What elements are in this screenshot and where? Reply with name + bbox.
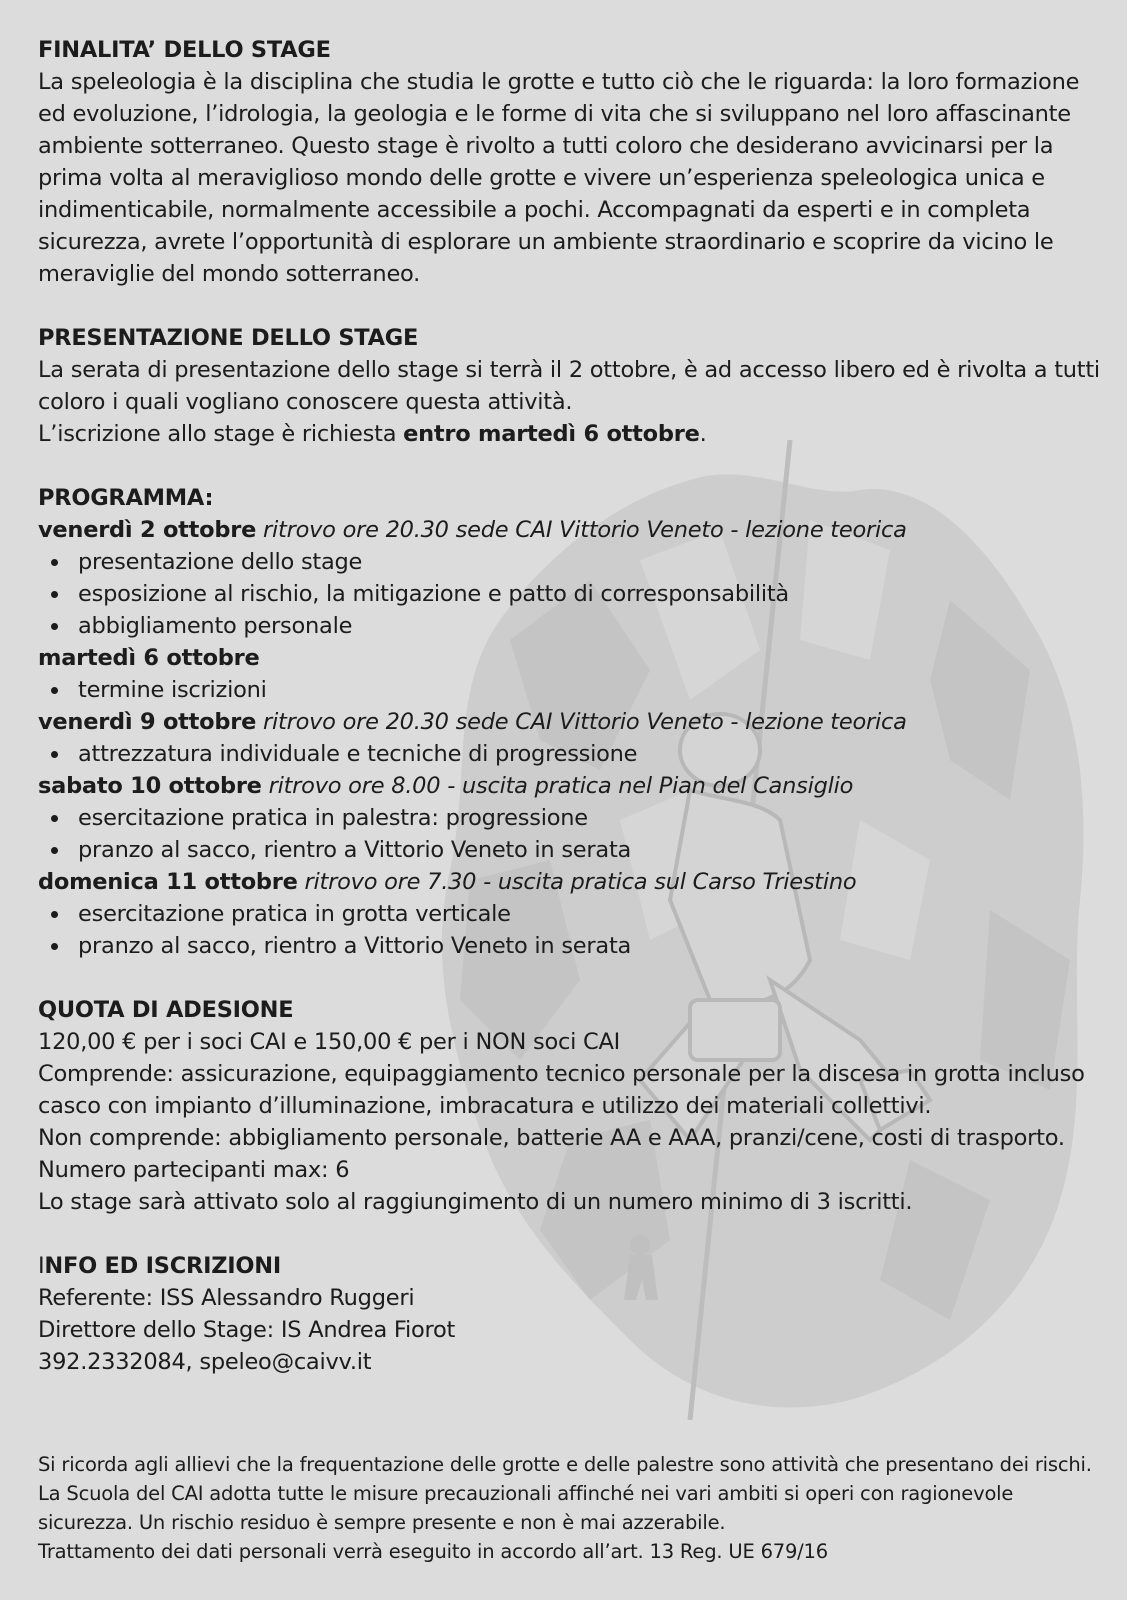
program-list-item: esercitazione pratica in palestra: progressione <box>38 802 1108 834</box>
program-day-date: sabato 10 ottobre <box>38 773 262 799</box>
program-day-list <box>38 674 1108 706</box>
program-list-item: abbigliamento personale <box>38 610 1108 642</box>
quota-includes: Comprende: assicurazione, equipaggiamento tecnico personale per la discesa in grotta incluso casco con impianto d’illuminazione, imbracatura e utilizzo dei materiali collettivi. <box>38 1061 1085 1119</box>
program-list-item: esercitazione pratica in grotta verticale <box>38 898 1108 930</box>
disclaimer-text: Si ricorda agli allievi che la frequentazione delle grotte e delle palestre sono attività che presentano dei rischi. La Scuola del CAI adotta tutte le misure precauzionali affinché nei vari ambiti si operi con ragionevole sicurezza. Un rischio residuo è sempre presente e non è mai azzerabile. <box>38 1453 1092 1534</box>
program-day-detail: ritrovo ore 7.30 - uscita pratica sul Carso Triestino <box>297 869 857 895</box>
section-finalita <box>38 34 1108 290</box>
program-day-list <box>38 898 1108 962</box>
finalita-text: La speleologia è la disciplina che studia le grotte e tutto ciò che le riguarda: la loro formazione ed evoluzione, l’idrologia, la geologia e le forme di vita che si sviluppano nel loro affascinante ambiente sotterraneo. Questo stage è rivolto a tutti coloro che desiderano avvicinarsi per la prima volta al meraviglioso mondo delle grotte e vivere un’esperienza speleologica unica e indimenticabile, normalmente accessibile a pochi. Accompagnati da esperti e in completa sicurezza, avrete l’opportunità di esplorare un ambiente straordinario e scoprire da vicino le meraviglie del mondo sotterraneo. <box>38 69 1080 287</box>
info-contacts: 392.2332084, speleo@caivv.it <box>38 1349 372 1375</box>
program-list-item: pranzo al sacco, rientro a Vittorio Veneto in serata <box>38 930 1108 962</box>
iscrizione-deadline <box>38 418 1108 450</box>
program-list-item: attrezzatura individuale e tecniche di progressione <box>38 738 1108 770</box>
quota-excludes: Non comprende: abbigliamento personale, batterie AA e AAA, pranzi/cene, costi di trasporto. <box>38 1125 1065 1151</box>
quota-max-participants: Numero partecipanti max: 6 <box>38 1157 350 1183</box>
program-day-detail: ritrovo ore 20.30 sede CAI Vittorio Veneto - lezione teorica <box>256 709 907 735</box>
program-day-list <box>38 738 1108 770</box>
program-day <box>38 706 1108 738</box>
iscrizione-text: L’iscrizione allo stage è richiesta <box>38 421 404 447</box>
program-day-list <box>38 802 1108 866</box>
section-heading-presentazione: PRESENTAZIONE DELLO STAGE <box>38 325 419 351</box>
program-list-item: esposizione al rischio, la mitigazione e patto di corresponsabilità <box>38 578 1108 610</box>
program-day-list <box>38 546 1108 642</box>
section-programma <box>38 482 1108 962</box>
program-day-detail: ritrovo ore 8.00 - uscita pratica nel Pian del Cansiglio <box>261 773 854 799</box>
info-direttore: Direttore dello Stage: IS Andrea Fiorot <box>38 1317 456 1343</box>
section-info <box>38 1250 1108 1378</box>
info-heading-initial: I <box>38 1253 45 1279</box>
program-day-date: venerdì 9 ottobre <box>38 709 257 735</box>
info-referente: Referente: ISS Alessandro Ruggeri <box>38 1285 415 1311</box>
section-presentazione <box>38 322 1108 450</box>
program-day-detail: ritrovo ore 20.30 sede CAI Vittorio Veneto - lezione teorica <box>256 517 907 543</box>
privacy-notice: Trattamento dei dati personali verrà eseguito in accordo all’art. 13 Reg. UE 679/16 <box>38 1540 828 1563</box>
program-day-date: martedì 6 ottobre <box>38 645 260 671</box>
presentazione-text: La serata di presentazione dello stage si terrà il 2 ottobre, è ad accesso libero ed è rivolta a tutti coloro i quali vogliano conoscere questa attività. <box>38 357 1100 415</box>
program-day <box>38 770 1108 802</box>
info-heading-rest: NFO ED ISCRIZIONI <box>44 1253 281 1279</box>
quota-price: 120,00 € per i soci CAI e 150,00 € per i NON soci CAI <box>38 1029 620 1055</box>
program-day <box>38 642 1108 674</box>
program-day-date: domenica 11 ottobre <box>38 869 298 895</box>
program-day-date: venerdì 2 ottobre <box>38 517 257 543</box>
program-list-item: presentazione dello stage <box>38 546 1108 578</box>
program-day <box>38 866 1108 898</box>
section-heading-finalita: FINALITA’ DELLO STAGE <box>38 37 331 63</box>
disclaimer <box>38 1450 1098 1566</box>
iscrizione-end: . <box>699 421 707 447</box>
section-heading-quota: QUOTA DI ADESIONE <box>38 997 294 1023</box>
section-quota <box>38 994 1108 1218</box>
program-day <box>38 514 1108 546</box>
section-heading-info <box>38 1250 1108 1282</box>
section-heading-programma: PROGRAMMA: <box>38 485 214 511</box>
program-list-item: termine iscrizioni <box>38 674 1108 706</box>
document-body <box>38 34 1108 1410</box>
program-list-item: pranzo al sacco, rientro a Vittorio Veneto in serata <box>38 834 1108 866</box>
quota-min-participants: Lo stage sarà attivato solo al raggiungimento di un numero minimo di 3 iscritti. <box>38 1189 913 1215</box>
iscrizione-deadline-date: entro martedì 6 ottobre <box>403 421 700 447</box>
